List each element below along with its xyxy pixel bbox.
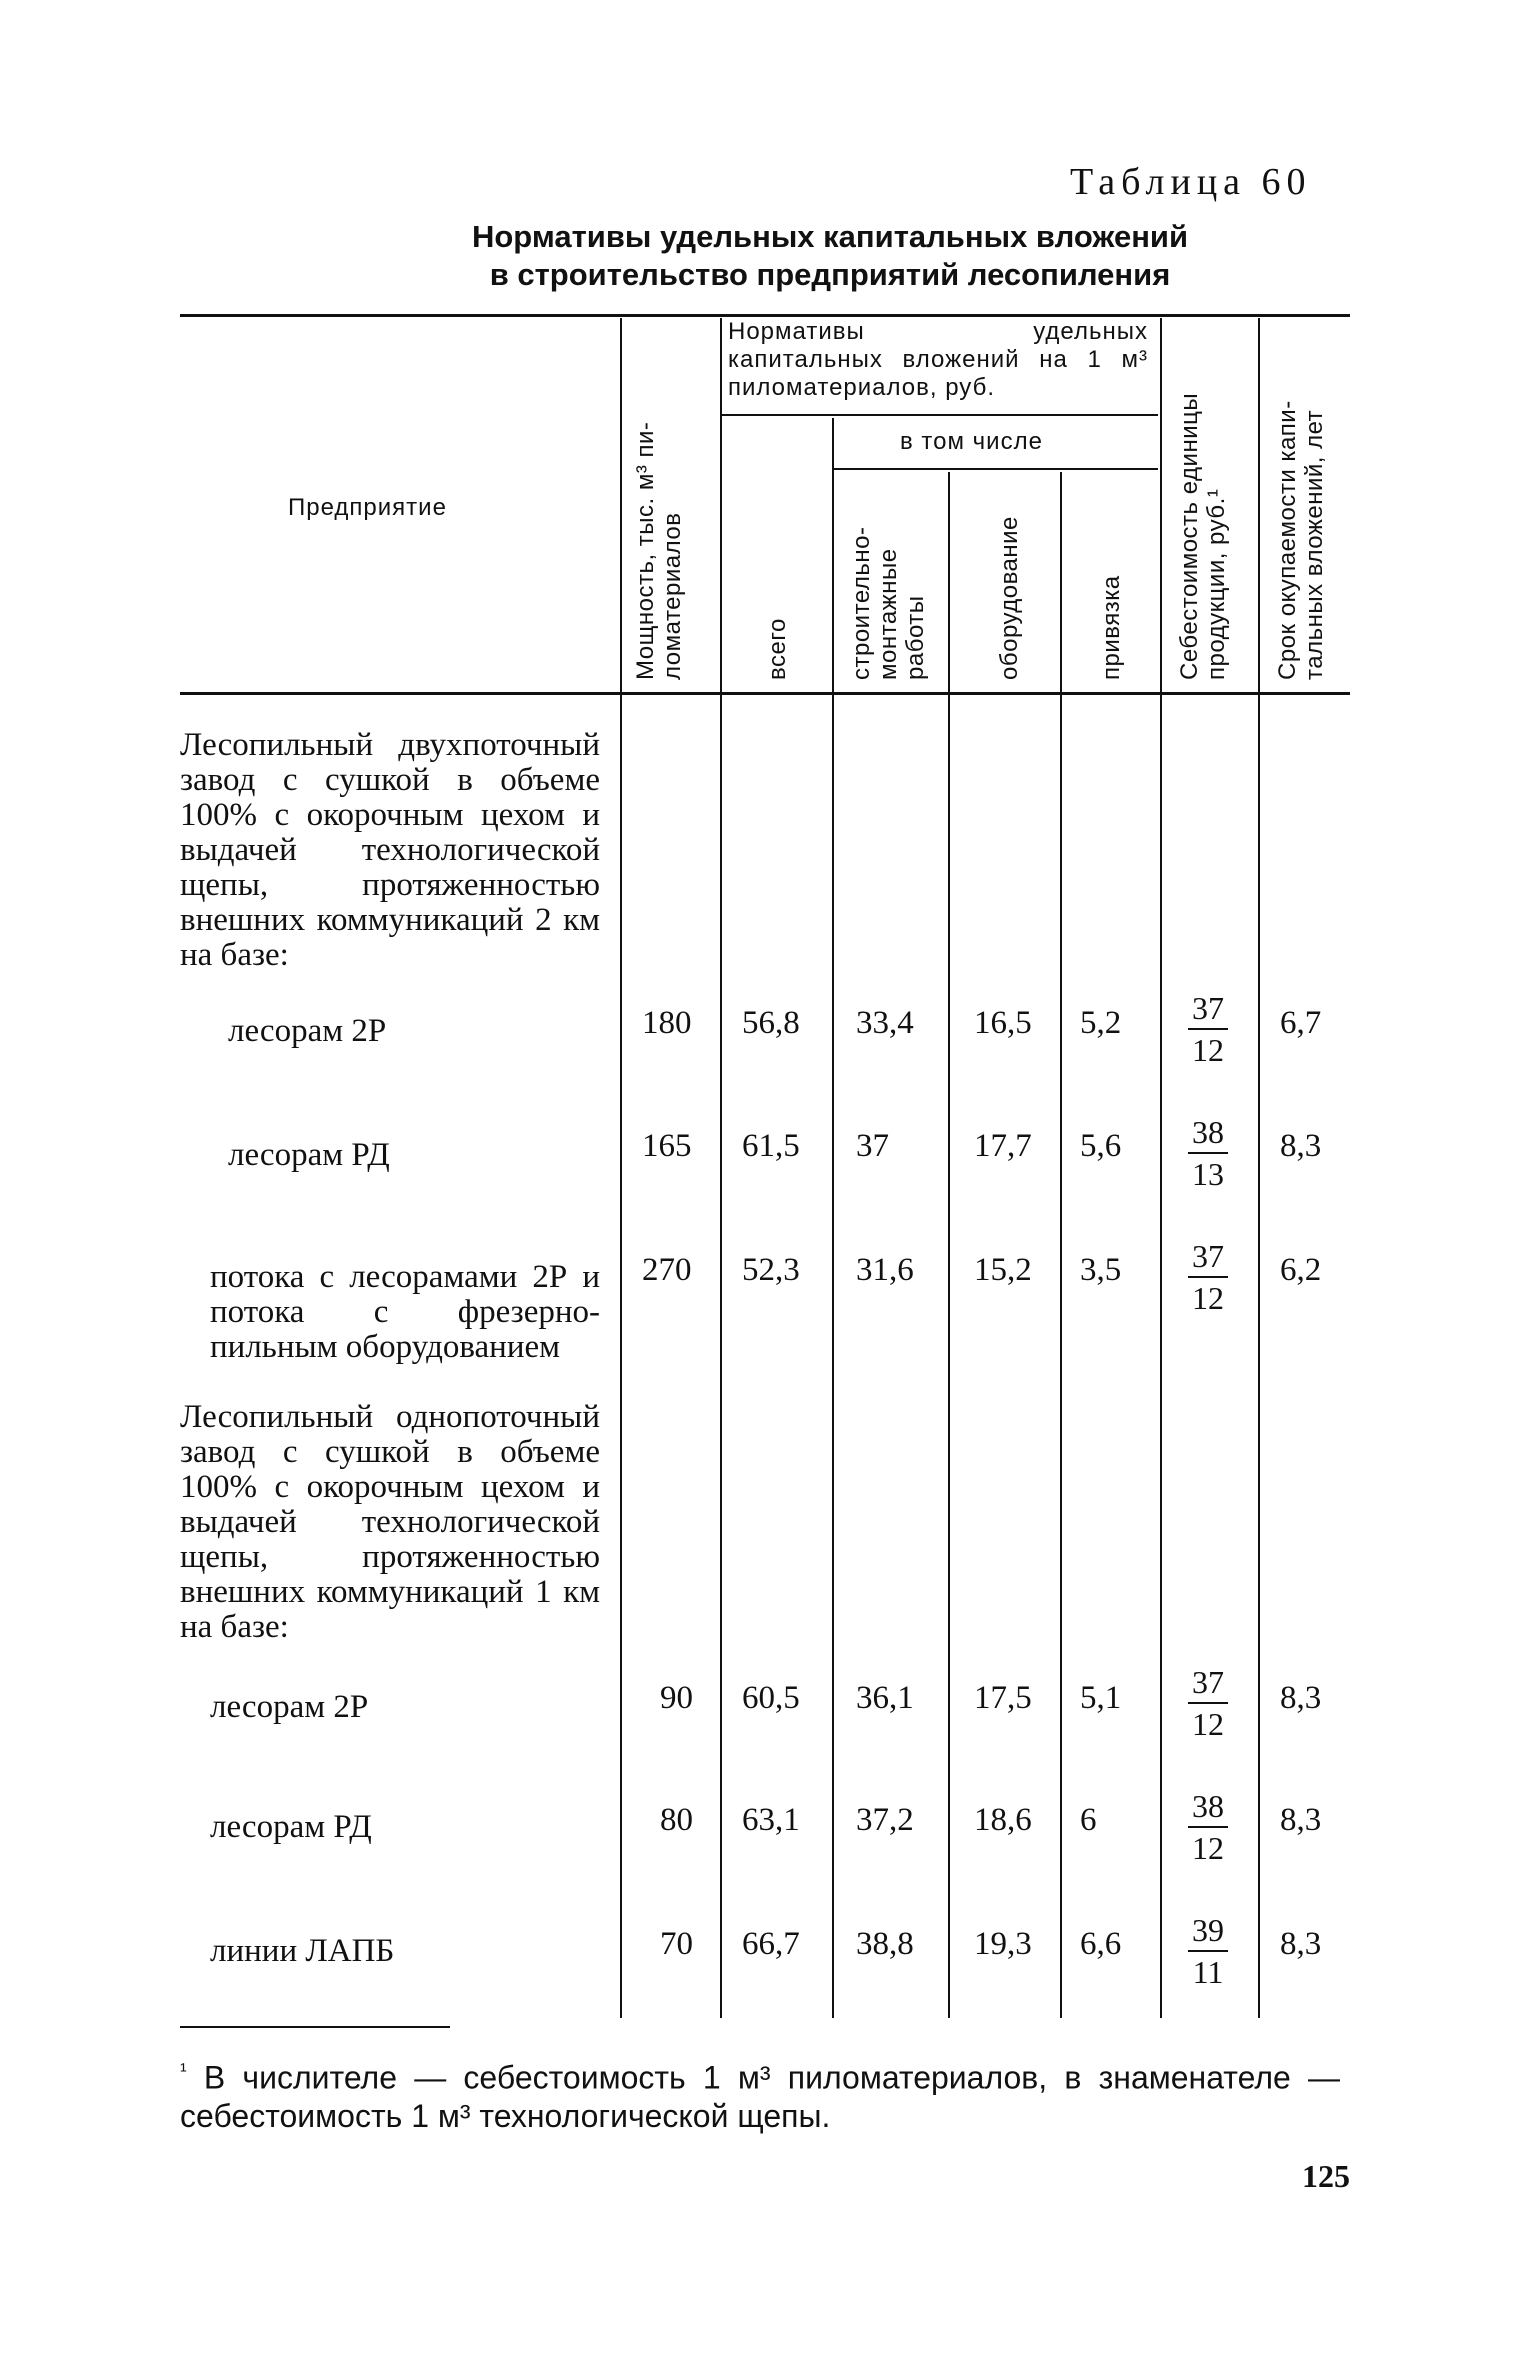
row-2-cost-numerator: 38 [1192, 1114, 1224, 1150]
header-construction-line-2: монтажные [875, 548, 902, 680]
row-2-name: лесорам РД [228, 1137, 390, 1173]
row-6-total: 66,7 [742, 1926, 800, 1962]
row-4-capacity: 90 [660, 1680, 693, 1716]
col-divider-total [832, 418, 834, 2018]
row-5-construction: 37,2 [856, 1802, 914, 1838]
row-2-payback: 8,3 [1280, 1128, 1322, 1164]
row-3-capacity: 270 [642, 1252, 692, 1288]
table-label: Таблица 60 [1070, 161, 1312, 203]
row-4-construction: 36,1 [856, 1680, 914, 1716]
fraction-bar [1188, 1276, 1228, 1278]
header-subgroup: в том числе [900, 428, 1043, 455]
col-divider-equipment [1060, 472, 1062, 2018]
table-title-line-2: в строительство предприятий лесопиления [489, 257, 1171, 292]
header-binding [1098, 560, 1125, 680]
header-equipment [996, 484, 1023, 680]
row-2-equipment: 17,7 [974, 1128, 1032, 1164]
header-capacity [632, 330, 686, 680]
page-number: 125 [1302, 2158, 1350, 2194]
row-1-cost-numerator: 37 [1192, 990, 1224, 1026]
row-3-total: 52,3 [742, 1252, 800, 1288]
header-construction-line-3: работы [902, 595, 929, 680]
row-6-payback: 8,3 [1280, 1926, 1322, 1962]
col-divider-capacity [720, 318, 722, 2018]
row-2-cost-denominator: 13 [1192, 1156, 1224, 1192]
header-capacity-line-2: ломатериалов [659, 512, 686, 680]
header-construction [848, 484, 929, 680]
row-4-name: лесорам 2Р [210, 1689, 369, 1725]
row-4-cost [1178, 1664, 1238, 1742]
header-payback-line-2: тальных вложений, лет [1301, 409, 1328, 680]
row-3-payback: 6,2 [1280, 1252, 1322, 1288]
row-1-cost-denominator: 12 [1192, 1032, 1224, 1068]
header-equipment-text: оборудование [996, 516, 1023, 680]
row-6-construction: 38,8 [856, 1926, 914, 1962]
row-2-binding: 5,6 [1080, 1128, 1122, 1164]
row-4-payback: 8,3 [1280, 1680, 1322, 1716]
row-2-total: 61,5 [742, 1128, 800, 1164]
fraction-bar [1188, 1826, 1228, 1828]
fraction-bar [1188, 1702, 1228, 1704]
row-1-construction: 33,4 [856, 1005, 914, 1041]
row-1-capacity: 180 [642, 1005, 692, 1041]
header-capacity-line-1: Мощность, тыс. м³ пи- [632, 421, 659, 680]
header-bottom-rule [180, 692, 1350, 695]
header-construction-line-1: строительно- [848, 526, 875, 680]
header-enterprise: Предприятие [288, 494, 447, 521]
fraction-bar [1188, 1950, 1228, 1952]
header-total [764, 580, 791, 680]
row-1-cost [1178, 990, 1238, 1068]
row-4-equipment: 17,5 [974, 1680, 1032, 1716]
row-1-payback: 6,7 [1280, 1005, 1322, 1041]
header-payback-line-1: Срок окупаемости капи- [1274, 400, 1301, 680]
col-divider-cost [1258, 318, 1260, 2018]
header-binding-text: привязка [1098, 575, 1125, 680]
row-3-construction: 31,6 [856, 1252, 914, 1288]
row-3-cost-denominator: 12 [1192, 1280, 1224, 1316]
section-2-description: Лесопильный однопоточный завод с сушкой в объеме 100% с окорочным цехом и выдачей технологической щепы, протяженностью внешних коммуникаций 1 км на базе: [180, 1399, 600, 1645]
header-norms-group: Нормативы удельных капитальных вложений на 1 м³ пиломатериалов, руб. [728, 318, 1148, 401]
header-payback [1274, 326, 1328, 680]
footnote-mark: ¹ [180, 2060, 187, 2082]
row-4-cost-numerator: 37 [1192, 1664, 1224, 1700]
row-5-total: 63,1 [742, 1802, 800, 1838]
col-divider-binding [1160, 318, 1162, 2018]
row-6-cost [1178, 1912, 1238, 1990]
col-divider-construction [948, 472, 950, 2018]
row-3-equipment: 15,2 [974, 1252, 1032, 1288]
group-rule [722, 414, 1158, 416]
row-2-capacity: 165 [642, 1128, 692, 1164]
row-6-name: линии ЛАПБ [210, 1933, 395, 1969]
row-5-cost [1178, 1788, 1238, 1866]
row-6-cost-denominator: 11 [1192, 1954, 1224, 1990]
row-2-cost [1178, 1114, 1238, 1192]
fraction-bar [1188, 1152, 1228, 1154]
row-4-total: 60,5 [742, 1680, 800, 1716]
row-5-capacity: 80 [660, 1802, 693, 1838]
footnote [180, 2052, 1340, 2135]
row-4-binding: 5,1 [1080, 1680, 1122, 1716]
row-5-binding: 6 [1080, 1802, 1097, 1838]
row-3-cost-numerator: 37 [1192, 1238, 1224, 1274]
row-4-cost-denominator: 12 [1192, 1706, 1224, 1742]
row-5-cost-denominator: 12 [1192, 1830, 1224, 1866]
row-3-binding: 3,5 [1080, 1252, 1122, 1288]
section-1-description: Лесопильный двухпоточный завод с сушкой в объеме 100% с окорочным цехом и выдачей технологической щепы, протяженностью внешних коммуникаций 2 км на базе: [180, 727, 600, 973]
footnote-rule [180, 2026, 450, 2028]
table-top-rule [180, 314, 1350, 317]
header-total-text: всего [764, 618, 791, 680]
row-5-equipment: 18,6 [974, 1802, 1032, 1838]
row-5-name: лесорам РД [210, 1809, 372, 1845]
row-5-payback: 8,3 [1280, 1802, 1322, 1838]
header-cost-line-1: Себестоимость единицы [1176, 392, 1203, 680]
row-1-binding: 5,2 [1080, 1005, 1122, 1041]
subgroup-rule [832, 468, 1158, 470]
row-6-capacity: 70 [660, 1926, 693, 1962]
row-1-equipment: 16,5 [974, 1005, 1032, 1041]
header-cost [1176, 326, 1230, 680]
header-cost-line-2: продукции, руб.¹ [1203, 488, 1230, 680]
row-3-cost [1178, 1238, 1238, 1316]
row-6-cost-numerator: 39 [1192, 1912, 1224, 1948]
col-divider-enterprise [620, 318, 622, 2018]
footnote-text: В числителе — себестоимость 1 м³ пиломатериалов, в знаменателе — себестоимость 1 м³ технологической щепы. [180, 2059, 1340, 2134]
row-6-binding: 6,6 [1080, 1926, 1122, 1962]
row-6-equipment: 19,3 [974, 1926, 1032, 1962]
row-2-construction: 37 [856, 1128, 889, 1164]
row-5-cost-numerator: 38 [1192, 1788, 1224, 1824]
row-3-name: потока с лесорамами 2Р и потока с фрезерно-пильным оборудованием [210, 1259, 600, 1365]
row-1-name: лесорам 2Р [228, 1013, 387, 1049]
row-1-total: 56,8 [742, 1005, 800, 1041]
table-title-line-1: Нормативы удельных капитальных вложений [471, 219, 1189, 254]
fraction-bar [1188, 1028, 1228, 1030]
